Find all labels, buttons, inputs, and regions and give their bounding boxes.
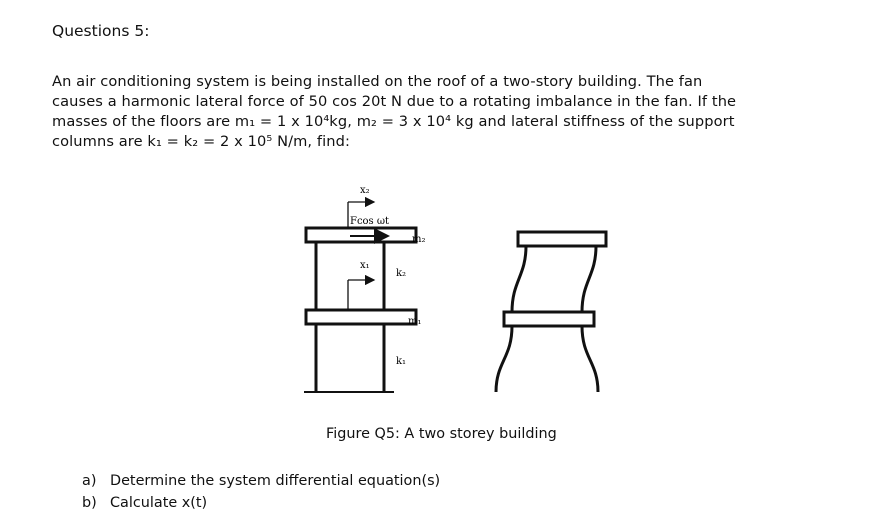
deformed-column-lower-right — [582, 326, 598, 392]
deformed-slab-m2 — [518, 232, 606, 246]
m1-label: m₁ — [408, 316, 422, 327]
k1-label: k₁ — [396, 356, 407, 367]
problem-line: An air conditioning system is being installed on the roof of a two-story building. The fan — [52, 73, 703, 90]
task-item — [82, 470, 440, 492]
figure-caption: Figure Q5: A two storey building — [326, 426, 557, 442]
task-text: Calculate x(t) — [110, 495, 208, 511]
deformed-column-upper-right — [582, 246, 596, 312]
problem-line: columns are k₁ = k₂ = 2 x 10⁵ N/m, find: — [52, 133, 351, 150]
k2-label: k₂ — [396, 268, 407, 279]
task-label: a) — [82, 473, 97, 489]
deformed-column-upper-left — [512, 246, 526, 312]
building-diagram — [290, 176, 630, 426]
task-item — [82, 492, 440, 514]
problem-line: masses of the floors are m₁ = 1 x 10⁴kg, m₂ = 3 x 10⁴ kg and lateral stiffness of the support — [52, 113, 735, 130]
x2-label: x₂ — [360, 185, 370, 196]
force-label: Fcos ωt — [350, 216, 390, 227]
task-list — [82, 470, 440, 514]
question-title: Questions 5: — [52, 22, 150, 40]
problem-statement — [52, 72, 812, 152]
deformed-column-lower-left — [496, 326, 512, 392]
problem-line: causes a harmonic lateral force of 50 cos 20t N due to a rotating imbalance in the fan. If the — [52, 93, 737, 110]
task-text: Determine the system differential equation(s) — [110, 473, 441, 489]
left-building — [304, 185, 426, 392]
task-label: b) — [82, 495, 97, 511]
deformed-slab-m1 — [504, 312, 594, 326]
x1-label: x₁ — [360, 260, 370, 271]
m2-label: m₂ — [412, 234, 426, 245]
right-building-deformed — [496, 232, 606, 392]
floor-slab-m1 — [306, 310, 416, 324]
building-figure — [290, 176, 630, 426]
